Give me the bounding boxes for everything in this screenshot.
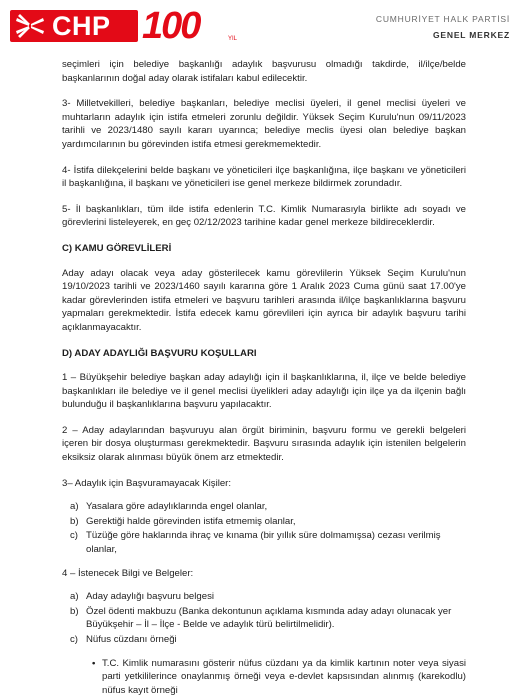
centenary-yil-label: YIL — [228, 36, 238, 42]
six-arrows-icon — [10, 10, 50, 42]
list-marker: c) — [70, 530, 78, 542]
centenary-logo: 100 — [142, 5, 200, 47]
list-item — [70, 500, 466, 514]
letterhead — [0, 0, 526, 54]
list-marker: c) — [70, 634, 78, 645]
party-name: CUMHURİYET HALK PARTİSİ — [375, 14, 510, 24]
list-marker: b) — [70, 605, 79, 617]
list-item — [70, 605, 466, 632]
document-body — [62, 58, 466, 697]
list-marker: a) — [70, 501, 79, 513]
required-documents-list — [62, 590, 466, 646]
list-item-text: Yasalara göre adaylıklarında engel olanlar, — [86, 501, 268, 513]
chp-logo — [10, 10, 138, 42]
party-unit: GENEL MERKEZ — [433, 30, 510, 40]
list-item — [70, 529, 466, 556]
section-heading-c: C) KAMU GÖREVLİLERİ — [62, 242, 172, 254]
section-heading-d: D) ADAY ADAYLIĞI BAŞVURU KOŞULLARI — [62, 347, 257, 359]
list-marker: a) — [70, 591, 79, 603]
paragraph-d2: 2 – Aday adaylarından başvuruyu alan örgüt biriminin, başvuru formu ve gerekli belgeleri içeren bir dosya oluşturması gerekmektedir. Başvuru sırasında adaylık için istenilen belgelerin eksiksiz olarak alınması büyük önem arz etmektedir. — [62, 424, 466, 464]
bullet-marker: • — [92, 657, 96, 669]
list-item-text: Tüzüğe göre haklarında ihraç ve kınama (bir yıllık süre dolmamışsa) cezası verilmiş olanlar, — [86, 530, 441, 556]
paragraph-c: Aday adayı olacak veya aday gösterilecek kamu görevlilerin Yüksek Seçim Kurulu'nun 19/10/2023 tarihli ve 2023/1460 sayılı kararına göre 1 Aralık 2023 Cuma günü saat 17.00'ye kadar görevlerinden istifa etmeleri ve başvuru tarihleri arasında il/ilçe başkanlıklarına başvuru yapmaları gerekmektedir. İstifa edecek kamu görevlileri için ayrıca bir adaylık başvuru tarihi açıklanmayacaktır. — [62, 267, 466, 333]
list-item — [70, 633, 466, 647]
logo-wordmark: CHP — [52, 10, 111, 41]
bullet-text: T.C. Kimlik numarasını gösterir nüfus cüzdanı ya da kimlik kartının noter veya siyasi parti yetkililerince onaylanmış örneği veya e-devlet kapsısından alınmış (karekodlu) nüfus kayıt örneği — [102, 657, 466, 696]
paragraph-d4-title: 4 – İstenecek Bilgi ve Belgeler: — [62, 567, 194, 579]
paragraph-5: 5- İl başkanlıkları, tüm ilde istifa edenlerin T.C. Kimlik Numarasıyla birlikte adı soyadı ve görevlerini listeleyerek, en geç 02/12/2023 tarihine kadar genel merkeze bildireceklerdir. — [62, 203, 466, 229]
list-item — [70, 515, 466, 529]
list-item-text: Nüfus cüzdanı örneği — [86, 634, 177, 645]
list-marker: b) — [70, 515, 79, 527]
paragraph-4: 4- İstifa dilekçelerini belde başkanı ve yöneticileri ilçe başkanlığına, ilçe başkanı ve yöneticileri il başkanlığına, il başkanı ve yöneticileri ise genel merkeze bildirmek zorundadır. — [62, 164, 466, 190]
paragraph-3: 3- Milletvekilleri, belediye başkanları, belediye meclisi üyeleri, il genel meclisi üyeleri ve muhtarların adaylık için istifa etmeleri zorunlu değildir. Yüksek Seçim Kurulu'nun 09/11/2023 tarihli ve 2023/1480 sayılı kararı uyarınca; belediye meclis üyesi olan belediye başkan yardımcılarının bu görevinden istifa etmesi gerekmemektedir. — [62, 98, 466, 150]
ineligible-list — [62, 500, 466, 556]
paragraph-intro: seçimleri için belediye başkanlığı adaylık başvurusu olmadığı takdirde, il/ilçe/belde başkanlarının doğal aday olarak istifaları kabul edilecektir. — [62, 59, 466, 84]
list-item-text: Aday adaylığı başvuru belgesi — [86, 591, 214, 603]
paragraph-d1: 1 – Büyükşehir belediye başkan aday adaylığı için il başkanlıklarına, il, ilçe ve belde belediye başkanlıkları ile belediye ve il genel meclisi üyelikleri aday adaylığı için ilçe ya da ilçenin bağlı bulunduğu il başkanlıklarına başvuru yapılacaktır. — [62, 372, 466, 411]
list-item-text: Gerektiği halde görevinden istifa etmemiş olanlar, — [86, 515, 296, 527]
list-item-text: Özel ödenti makbuzu (Banka dekontunun açıklama kısmında aday adayı olunacak yer Büyükşehir – İl – İlçe - Belde ve adaylık türü belirtilmelidir). — [86, 605, 452, 631]
list-item — [70, 590, 466, 604]
id-document-bullet — [62, 657, 466, 697]
paragraph-d3-title: 3– Adaylık için Başvuramayacak Kişiler: — [62, 477, 232, 489]
